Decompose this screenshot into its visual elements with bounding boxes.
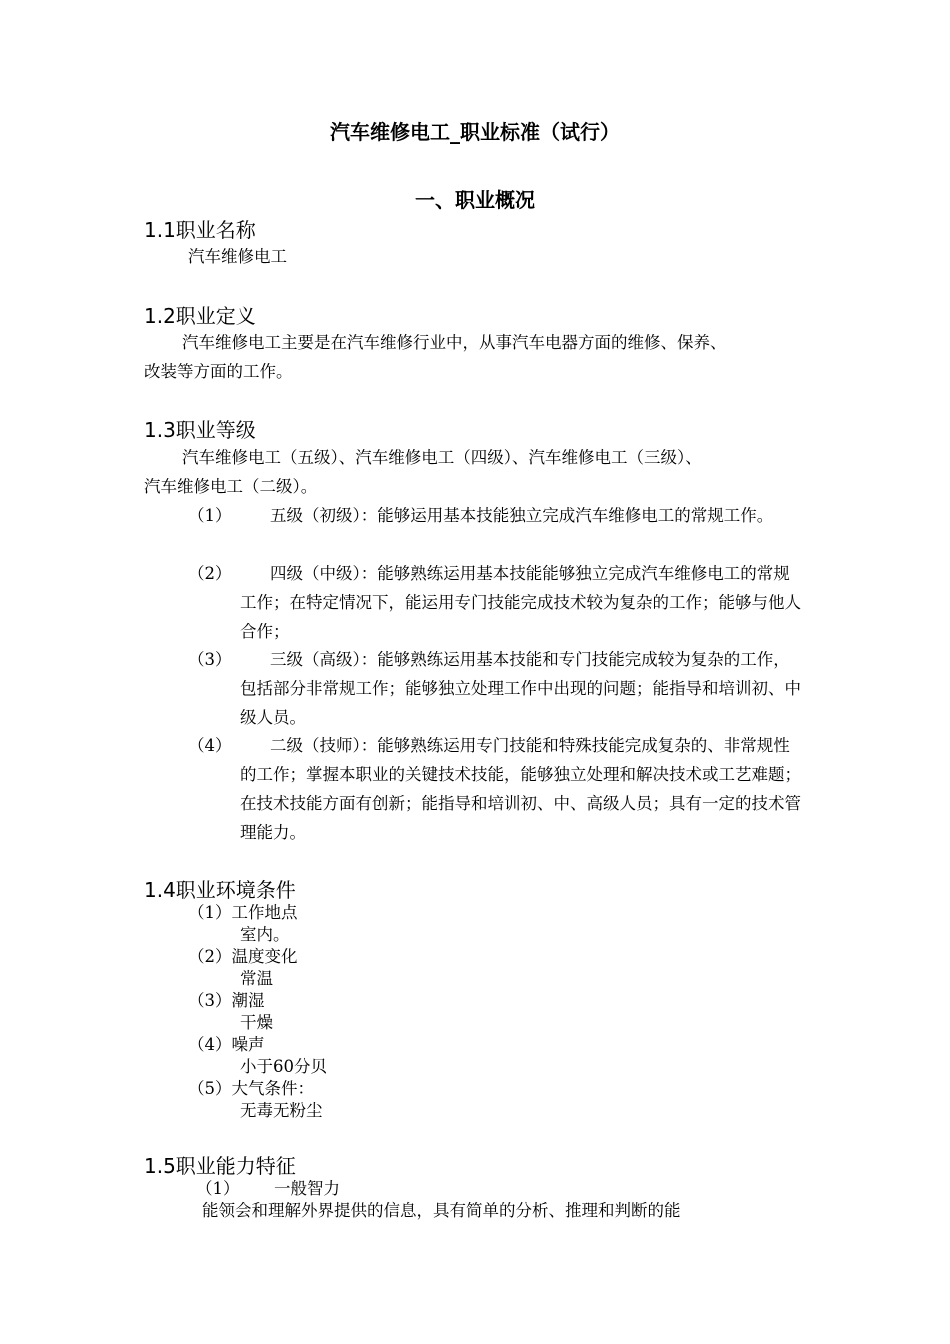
definition-line-1: 汽车维修电工主要是在汽车维修行业中，从事汽车电器方面的维修、保养、: [182, 333, 727, 352]
heading-job-levels: 1.3职业等级: [144, 418, 256, 442]
level-item-text: 五级（初级）：能够运用基本技能独立完成汽车维修电工的常规工作。: [270, 506, 774, 525]
level-item-number: （3）: [188, 650, 232, 669]
level-item-text: 三级（高级）：能够熟练运用基本技能和专门技能完成较为复杂的工作，包括部分非常规工作；能够独立处理工作中出现的问题；能指导和培训初、中级人员。: [240, 650, 801, 727]
env-item-value: 干燥: [240, 1013, 273, 1032]
env-item-label: （2）温度变化: [188, 947, 298, 966]
document-title: 汽车维修电工_职业标准（试行）: [330, 120, 620, 144]
heading-abilities: 1.5职业能力特征: [144, 1154, 296, 1178]
levels-line-2: 汽车维修电工（二级）。: [144, 477, 318, 496]
section-title: 一、职业概况: [415, 188, 535, 212]
ability-item-number: （1）: [196, 1179, 240, 1198]
definition-line-2: 改装等方面的工作。: [144, 362, 293, 381]
env-item-label: （1）工作地点: [188, 903, 298, 922]
env-item-label: （4）噪声: [188, 1035, 265, 1054]
env-item-label: （5）大气条件：: [188, 1079, 314, 1098]
env-item-label: （3）潮湿: [188, 991, 265, 1010]
level-item-number: （1）: [188, 506, 232, 525]
level-item-text: 四级（中级）：能够熟练运用基本技能能够独立完成汽车维修电工的常规工作；在特定情况下，能运用专门技能完成技术较为复杂的工作；能够与他人合作；: [240, 564, 801, 641]
heading-job-name: 1.1职业名称: [144, 218, 256, 242]
job-name-text: 汽车维修电工: [188, 247, 287, 266]
env-item-value: 常温: [240, 969, 273, 988]
level-item-number: （2）: [188, 564, 232, 583]
heading-job-definition: 1.2职业定义: [144, 304, 256, 328]
ability-item-text: 能领会和理解外界提供的信息，具有简单的分析、推理和判断的能: [202, 1201, 681, 1220]
ability-item-label: 一般智力: [274, 1179, 340, 1198]
levels-line-1: 汽车维修电工（五级）、汽车维修电工（四级）、汽车维修电工（三级）、: [182, 448, 702, 467]
level-item-text: 二级（技师）：能够熟练运用专门技能和特殊技能完成复杂的、非常规性的工作；掌握本职业的关键技术技能，能够独立处理和解决技术或工艺难题；在技术技能方面有创新；能指导和培训初、中、高级人员；具有一定的技术管理能力。: [240, 736, 801, 842]
env-item-value: 小于60分贝: [240, 1057, 327, 1076]
env-item-value: 无毒无粉尘: [240, 1101, 323, 1120]
env-item-value: 室内。: [240, 925, 290, 944]
heading-environment: 1.4职业环境条件: [144, 878, 296, 902]
level-item-number: （4）: [188, 736, 232, 755]
